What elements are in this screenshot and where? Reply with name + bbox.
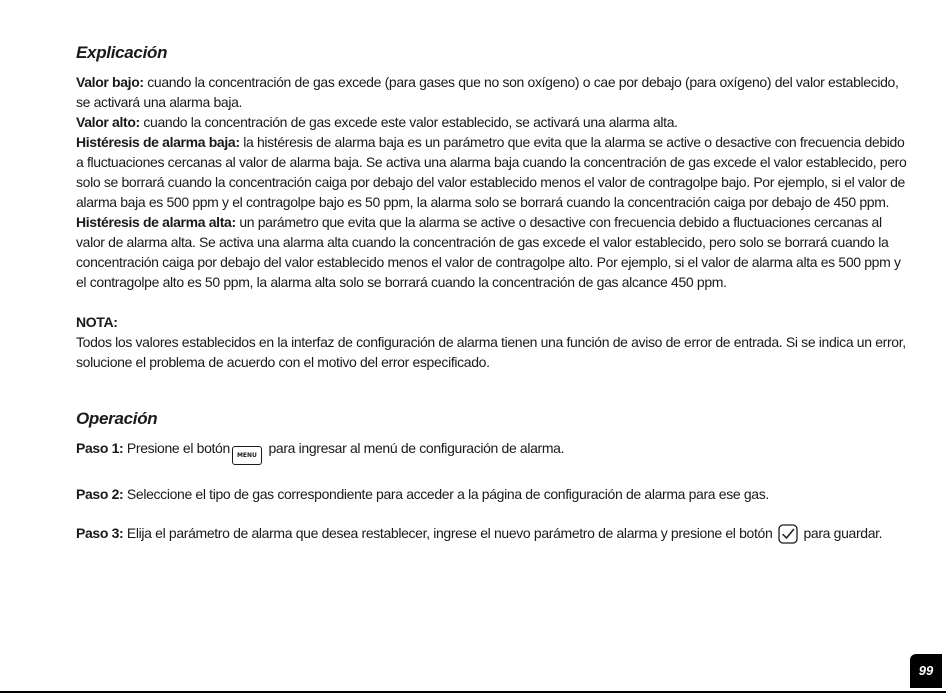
step-text: Elija el parámetro de alarma que desea restablecer, ingrese el nuevo parámetro de alarma y presione el botón [123, 525, 776, 541]
low-value-definition [76, 72, 908, 112]
definition-text: cuando la concentración de gas excede este valor establecido, se activará una alarma alta. [139, 114, 678, 130]
page-number: 99 [910, 654, 942, 688]
note-block [76, 312, 908, 372]
note-label [76, 312, 908, 332]
definition-term: Valor alto: [76, 114, 140, 130]
step-1 [76, 438, 908, 465]
definition-text: cuando la concentración de gas excede (para gases que no son oxígeno) o cae por debajo (para oxígeno) del valor establecido, se activará una alarma baja. [76, 74, 899, 110]
step-text: para ingresar al menú de configuración de alarma. [264, 440, 565, 456]
note-text: Todos los valores establecidos en la interfaz de configuración de alarma tienen una función de aviso de error de entrada. Si se indica un error, solucione el problema de acuerdo con el motivo del error especificado. [76, 334, 906, 370]
step-3 [76, 523, 908, 544]
step-label: Paso 1: [76, 440, 124, 456]
definition-term: Histéresis de alarma alta: [76, 214, 236, 230]
definition-term: Histéresis de alarma baja: [76, 134, 240, 150]
manual-page [76, 42, 908, 563]
note-label-text: NOTA: [76, 314, 118, 330]
operation-heading: Operación [76, 409, 158, 428]
menu-button-icon: MENU [232, 446, 262, 465]
bottom-rule [0, 691, 946, 693]
step-label: Paso 3: [76, 525, 124, 541]
operation-steps [76, 438, 908, 544]
explanation-heading: Explicación [76, 43, 168, 62]
high-hysteresis-definition [76, 212, 908, 292]
definition-text: la histéresis de alarma baja es un parámetro que evita que la alarma se active o desactive con frecuencia debido a fluctuaciones cercanas al valor de alarma baja. Se activa una alarma baja cuando la concentración de gas excede el valor establecido, pero solo se borrará cuando la concentración caiga por debajo del valor establecido menos el valor de contragolpe bajo. Por ejemplo, si el valor de alarma baja es 500 ppm y el contragolpe bajo es 50 ppm, la alarma solo se borrará cuando la concentración caiga por debajo de 450 ppm. [76, 134, 907, 210]
explanation-list [76, 72, 908, 292]
step-label: Paso 2: [76, 486, 124, 502]
step-2 [76, 484, 908, 504]
step-text: Seleccione el tipo de gas correspondiente para acceder a la página de configuración de alarma para ese gas. [123, 486, 769, 502]
low-hysteresis-definition [76, 132, 908, 212]
confirm-check-icon [778, 524, 798, 544]
step-text: Presione el botón [123, 440, 230, 456]
definition-term: Valor bajo: [76, 74, 144, 90]
definition-text: un parámetro que evita que la alarma se active o desactive con frecuencia debido a fluctuaciones cercanas al valor de alarma alta. Se activa una alarma alta cuando la concentración de gas excede el valor establecido, pero solo se borrará cuando la concentración caiga por debajo del valor establecido menos el valor de contragolpe alto. Por ejemplo, si el valor de alarma alta es 500 ppm y el contragolpe alto es 50 ppm, la alarma alta solo se borrará cuando la concentración de gas alcance 450 ppm. [76, 214, 901, 290]
step-text: para guardar. [799, 525, 883, 541]
high-value-definition [76, 112, 908, 132]
